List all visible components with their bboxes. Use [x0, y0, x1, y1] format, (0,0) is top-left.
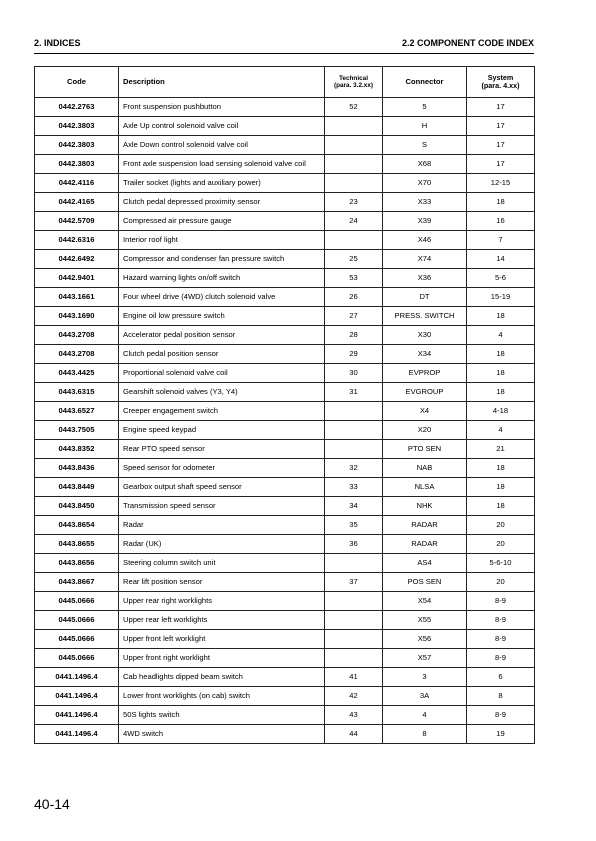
cell-technical: 24 — [325, 212, 383, 231]
cell-technical: 29 — [325, 345, 383, 364]
cell-connector: EVGROUP — [383, 383, 467, 402]
cell-technical — [325, 440, 383, 459]
table-row — [35, 174, 535, 193]
cell-code: 0445.0666 — [35, 649, 119, 668]
cell-system: 15-19 — [467, 288, 535, 307]
system-header-line2: (para. 4.xx) — [481, 81, 520, 90]
table-row — [35, 117, 535, 136]
cell-system: 21 — [467, 440, 535, 459]
table-row — [35, 535, 535, 554]
cell-code: 0442.6316 — [35, 231, 119, 250]
cell-description: Front axle suspension load sensing solenoid valve coil — [119, 155, 325, 174]
subsection-title: 2.2 COMPONENT CODE INDEX — [401, 38, 534, 48]
cell-connector: AS4 — [383, 554, 467, 573]
cell-technical: 36 — [325, 535, 383, 554]
cell-connector: NLSA — [383, 478, 467, 497]
cell-code: 0443.8667 — [35, 573, 119, 592]
cell-system: 18 — [467, 307, 535, 326]
table-row — [35, 706, 535, 725]
cell-technical — [325, 117, 383, 136]
cell-code: 0442.2763 — [35, 98, 119, 117]
table-row — [35, 497, 535, 516]
column-header-code: Code — [35, 67, 119, 98]
cell-description: Four wheel drive (4WD) clutch solenoid valve — [119, 288, 325, 307]
table-row — [35, 193, 535, 212]
cell-code: 0441.1496.4 — [35, 725, 119, 744]
cell-technical — [325, 136, 383, 155]
cell-technical: 35 — [325, 516, 383, 535]
cell-code: 0443.8352 — [35, 440, 119, 459]
table-row — [35, 459, 535, 478]
cell-technical: 31 — [325, 383, 383, 402]
cell-description: Transmission speed sensor — [119, 497, 325, 516]
cell-system: 5-6-10 — [467, 554, 535, 573]
cell-connector: EVPROP — [383, 364, 467, 383]
technical-header-line2: (para. 3.2.xx) — [333, 82, 374, 89]
cell-connector: 5 — [383, 98, 467, 117]
cell-connector: X74 — [383, 250, 467, 269]
cell-connector: NAB — [383, 459, 467, 478]
column-header-connector: Connector — [383, 67, 467, 98]
cell-description: Cab headlights dipped beam switch — [119, 668, 325, 687]
cell-description: Clutch pedal position sensor — [119, 345, 325, 364]
cell-code: 0441.1496.4 — [35, 687, 119, 706]
table-row — [35, 725, 535, 744]
cell-technical: 42 — [325, 687, 383, 706]
cell-technical — [325, 421, 383, 440]
table-row — [35, 516, 535, 535]
cell-system: 12-15 — [467, 174, 535, 193]
cell-description: Axle Down control solenoid valve coil — [119, 136, 325, 155]
cell-connector: X54 — [383, 592, 467, 611]
cell-technical — [325, 611, 383, 630]
cell-system: 8-9 — [467, 611, 535, 630]
cell-description: Rear lift position sensor — [119, 573, 325, 592]
table-row — [35, 649, 535, 668]
cell-code: 0443.8655 — [35, 535, 119, 554]
cell-description: Steering column switch unit — [119, 554, 325, 573]
cell-description: 4WD switch — [119, 725, 325, 744]
cell-connector: X46 — [383, 231, 467, 250]
cell-system: 18 — [467, 193, 535, 212]
header-rule — [34, 53, 534, 54]
cell-code: 0443.1661 — [35, 288, 119, 307]
cell-code: 0442.3803 — [35, 136, 119, 155]
cell-technical: 34 — [325, 497, 383, 516]
cell-system: 17 — [467, 155, 535, 174]
table-row — [35, 269, 535, 288]
table-row — [35, 611, 535, 630]
cell-description: Upper rear left worklights — [119, 611, 325, 630]
cell-connector: X56 — [383, 630, 467, 649]
cell-code: 0442.3803 — [35, 155, 119, 174]
table-row — [35, 478, 535, 497]
cell-system: 8 — [467, 687, 535, 706]
column-header-description: Description — [119, 67, 325, 98]
table-row — [35, 364, 535, 383]
cell-code: 0442.3803 — [35, 117, 119, 136]
cell-code: 0443.8449 — [35, 478, 119, 497]
cell-system: 8-9 — [467, 630, 535, 649]
cell-connector: RADAR — [383, 535, 467, 554]
cell-system: 7 — [467, 231, 535, 250]
technical-header-line1: Technical — [338, 74, 368, 82]
cell-code: 0441.1496.4 — [35, 706, 119, 725]
table-row — [35, 687, 535, 706]
page-number: 40-14 — [34, 796, 70, 812]
cell-code: 0443.8450 — [35, 497, 119, 516]
cell-technical — [325, 554, 383, 573]
table-row — [35, 136, 535, 155]
system-header-line1: System — [487, 72, 514, 82]
cell-system: 18 — [467, 345, 535, 364]
cell-technical: 37 — [325, 573, 383, 592]
cell-technical: 25 — [325, 250, 383, 269]
table-row — [35, 212, 535, 231]
table-row — [35, 155, 535, 174]
cell-description: Upper front right worklight — [119, 649, 325, 668]
cell-description: Proportional solenoid valve coil — [119, 364, 325, 383]
cell-connector: PRESS. SWITCH — [383, 307, 467, 326]
table-row — [35, 554, 535, 573]
cell-description: Creeper engagement switch — [119, 402, 325, 421]
cell-connector: H — [383, 117, 467, 136]
column-header-technical — [325, 67, 383, 98]
cell-system: 18 — [467, 497, 535, 516]
table-row — [35, 630, 535, 649]
cell-code: 0443.8436 — [35, 459, 119, 478]
cell-system: 17 — [467, 136, 535, 155]
cell-code: 0445.0666 — [35, 630, 119, 649]
table-row — [35, 421, 535, 440]
cell-technical — [325, 592, 383, 611]
cell-code: 0445.0666 — [35, 611, 119, 630]
cell-code: 0442.6492 — [35, 250, 119, 269]
cell-description: Front suspension pushbutton — [119, 98, 325, 117]
cell-description: Engine speed keypad — [119, 421, 325, 440]
cell-system: 20 — [467, 535, 535, 554]
cell-technical — [325, 155, 383, 174]
table-body — [35, 98, 535, 744]
cell-connector: X30 — [383, 326, 467, 345]
component-code-table — [34, 66, 535, 744]
table-row — [35, 345, 535, 364]
cell-code: 0442.4116 — [35, 174, 119, 193]
cell-system: 8-9 — [467, 649, 535, 668]
cell-connector: S — [383, 136, 467, 155]
cell-technical — [325, 402, 383, 421]
cell-code: 0443.2708 — [35, 345, 119, 364]
cell-code: 0445.0666 — [35, 592, 119, 611]
cell-system: 20 — [467, 573, 535, 592]
cell-technical: 33 — [325, 478, 383, 497]
cell-connector: X33 — [383, 193, 467, 212]
cell-connector: X20 — [383, 421, 467, 440]
cell-connector: 3A — [383, 687, 467, 706]
cell-system: 8-9 — [467, 592, 535, 611]
cell-description: Rear PTO speed sensor — [119, 440, 325, 459]
cell-description: Hazard warning lights on/off switch — [119, 269, 325, 288]
cell-technical — [325, 231, 383, 250]
cell-description: Accelerator pedal position sensor — [119, 326, 325, 345]
cell-technical: 27 — [325, 307, 383, 326]
cell-description: Lower front worklights (on cab) switch — [119, 687, 325, 706]
table-row — [35, 592, 535, 611]
cell-technical — [325, 174, 383, 193]
cell-description: Upper rear right worklights — [119, 592, 325, 611]
cell-technical: 26 — [325, 288, 383, 307]
cell-connector: X55 — [383, 611, 467, 630]
cell-system: 4 — [467, 421, 535, 440]
cell-code: 0443.2708 — [35, 326, 119, 345]
cell-system: 16 — [467, 212, 535, 231]
cell-description: Radar — [119, 516, 325, 535]
cell-code: 0443.8654 — [35, 516, 119, 535]
cell-description: Gearshift solenoid valves (Y3, Y4) — [119, 383, 325, 402]
table-row — [35, 231, 535, 250]
table-row — [35, 288, 535, 307]
cell-system: 17 — [467, 98, 535, 117]
cell-code: 0443.7505 — [35, 421, 119, 440]
table-row — [35, 98, 535, 117]
table-header-row — [35, 67, 535, 98]
cell-system: 20 — [467, 516, 535, 535]
cell-technical: 23 — [325, 193, 383, 212]
cell-connector: PTO SEN — [383, 440, 467, 459]
cell-description: Speed sensor for odometer — [119, 459, 325, 478]
cell-description: Compressor and condenser fan pressure switch — [119, 250, 325, 269]
cell-description: Gearbox output shaft speed sensor — [119, 478, 325, 497]
cell-description: Upper front left worklight — [119, 630, 325, 649]
cell-technical — [325, 649, 383, 668]
cell-code: 0443.4425 — [35, 364, 119, 383]
column-header-system — [467, 67, 535, 98]
cell-system: 18 — [467, 364, 535, 383]
cell-technical: 32 — [325, 459, 383, 478]
cell-technical: 43 — [325, 706, 383, 725]
cell-system: 18 — [467, 383, 535, 402]
table-row — [35, 383, 535, 402]
cell-connector: 4 — [383, 706, 467, 725]
cell-connector: RADAR — [383, 516, 467, 535]
cell-system: 4-18 — [467, 402, 535, 421]
cell-description: Clutch pedal depressed proximity sensor — [119, 193, 325, 212]
cell-connector: NHK — [383, 497, 467, 516]
cell-connector: X4 — [383, 402, 467, 421]
cell-connector: X70 — [383, 174, 467, 193]
cell-description: Radar (UK) — [119, 535, 325, 554]
table-row — [35, 402, 535, 421]
cell-code: 0443.6527 — [35, 402, 119, 421]
cell-connector: X57 — [383, 649, 467, 668]
cell-connector: X39 — [383, 212, 467, 231]
cell-technical: 30 — [325, 364, 383, 383]
table-row — [35, 573, 535, 592]
cell-connector: X68 — [383, 155, 467, 174]
cell-technical: 52 — [325, 98, 383, 117]
table-row — [35, 440, 535, 459]
cell-system: 4 — [467, 326, 535, 345]
table-row — [35, 250, 535, 269]
cell-system: 6 — [467, 668, 535, 687]
cell-technical: 41 — [325, 668, 383, 687]
cell-system: 8-9 — [467, 706, 535, 725]
cell-system: 14 — [467, 250, 535, 269]
cell-description: 50S lights switch — [119, 706, 325, 725]
cell-code: 0443.6315 — [35, 383, 119, 402]
cell-code: 0442.9401 — [35, 269, 119, 288]
cell-description: Interior roof light — [119, 231, 325, 250]
cell-code: 0441.1496.4 — [35, 668, 119, 687]
cell-description: Trailer socket (lights and auxiliary power) — [119, 174, 325, 193]
cell-connector: 3 — [383, 668, 467, 687]
cell-description: Compressed air pressure gauge — [119, 212, 325, 231]
cell-code: 0442.5709 — [35, 212, 119, 231]
cell-technical: 53 — [325, 269, 383, 288]
cell-code: 0443.1690 — [35, 307, 119, 326]
cell-connector: 8 — [383, 725, 467, 744]
table-row — [35, 307, 535, 326]
cell-description: Engine oil low pressure switch — [119, 307, 325, 326]
cell-connector: X36 — [383, 269, 467, 288]
cell-description: Axle Up control solenoid valve coil — [119, 117, 325, 136]
cell-system: 5-6 — [467, 269, 535, 288]
cell-technical — [325, 630, 383, 649]
cell-connector: DT — [383, 288, 467, 307]
cell-technical: 44 — [325, 725, 383, 744]
cell-system: 17 — [467, 117, 535, 136]
table-row — [35, 668, 535, 687]
cell-technical: 28 — [325, 326, 383, 345]
page-header — [34, 38, 534, 52]
cell-connector: POS SEN — [383, 573, 467, 592]
section-title: 2. INDICES — [34, 38, 81, 48]
cell-connector: X34 — [383, 345, 467, 364]
table-row — [35, 326, 535, 345]
cell-code: 0443.8656 — [35, 554, 119, 573]
cell-system: 18 — [467, 459, 535, 478]
cell-system: 19 — [467, 725, 535, 744]
cell-code: 0442.4165 — [35, 193, 119, 212]
cell-system: 18 — [467, 478, 535, 497]
